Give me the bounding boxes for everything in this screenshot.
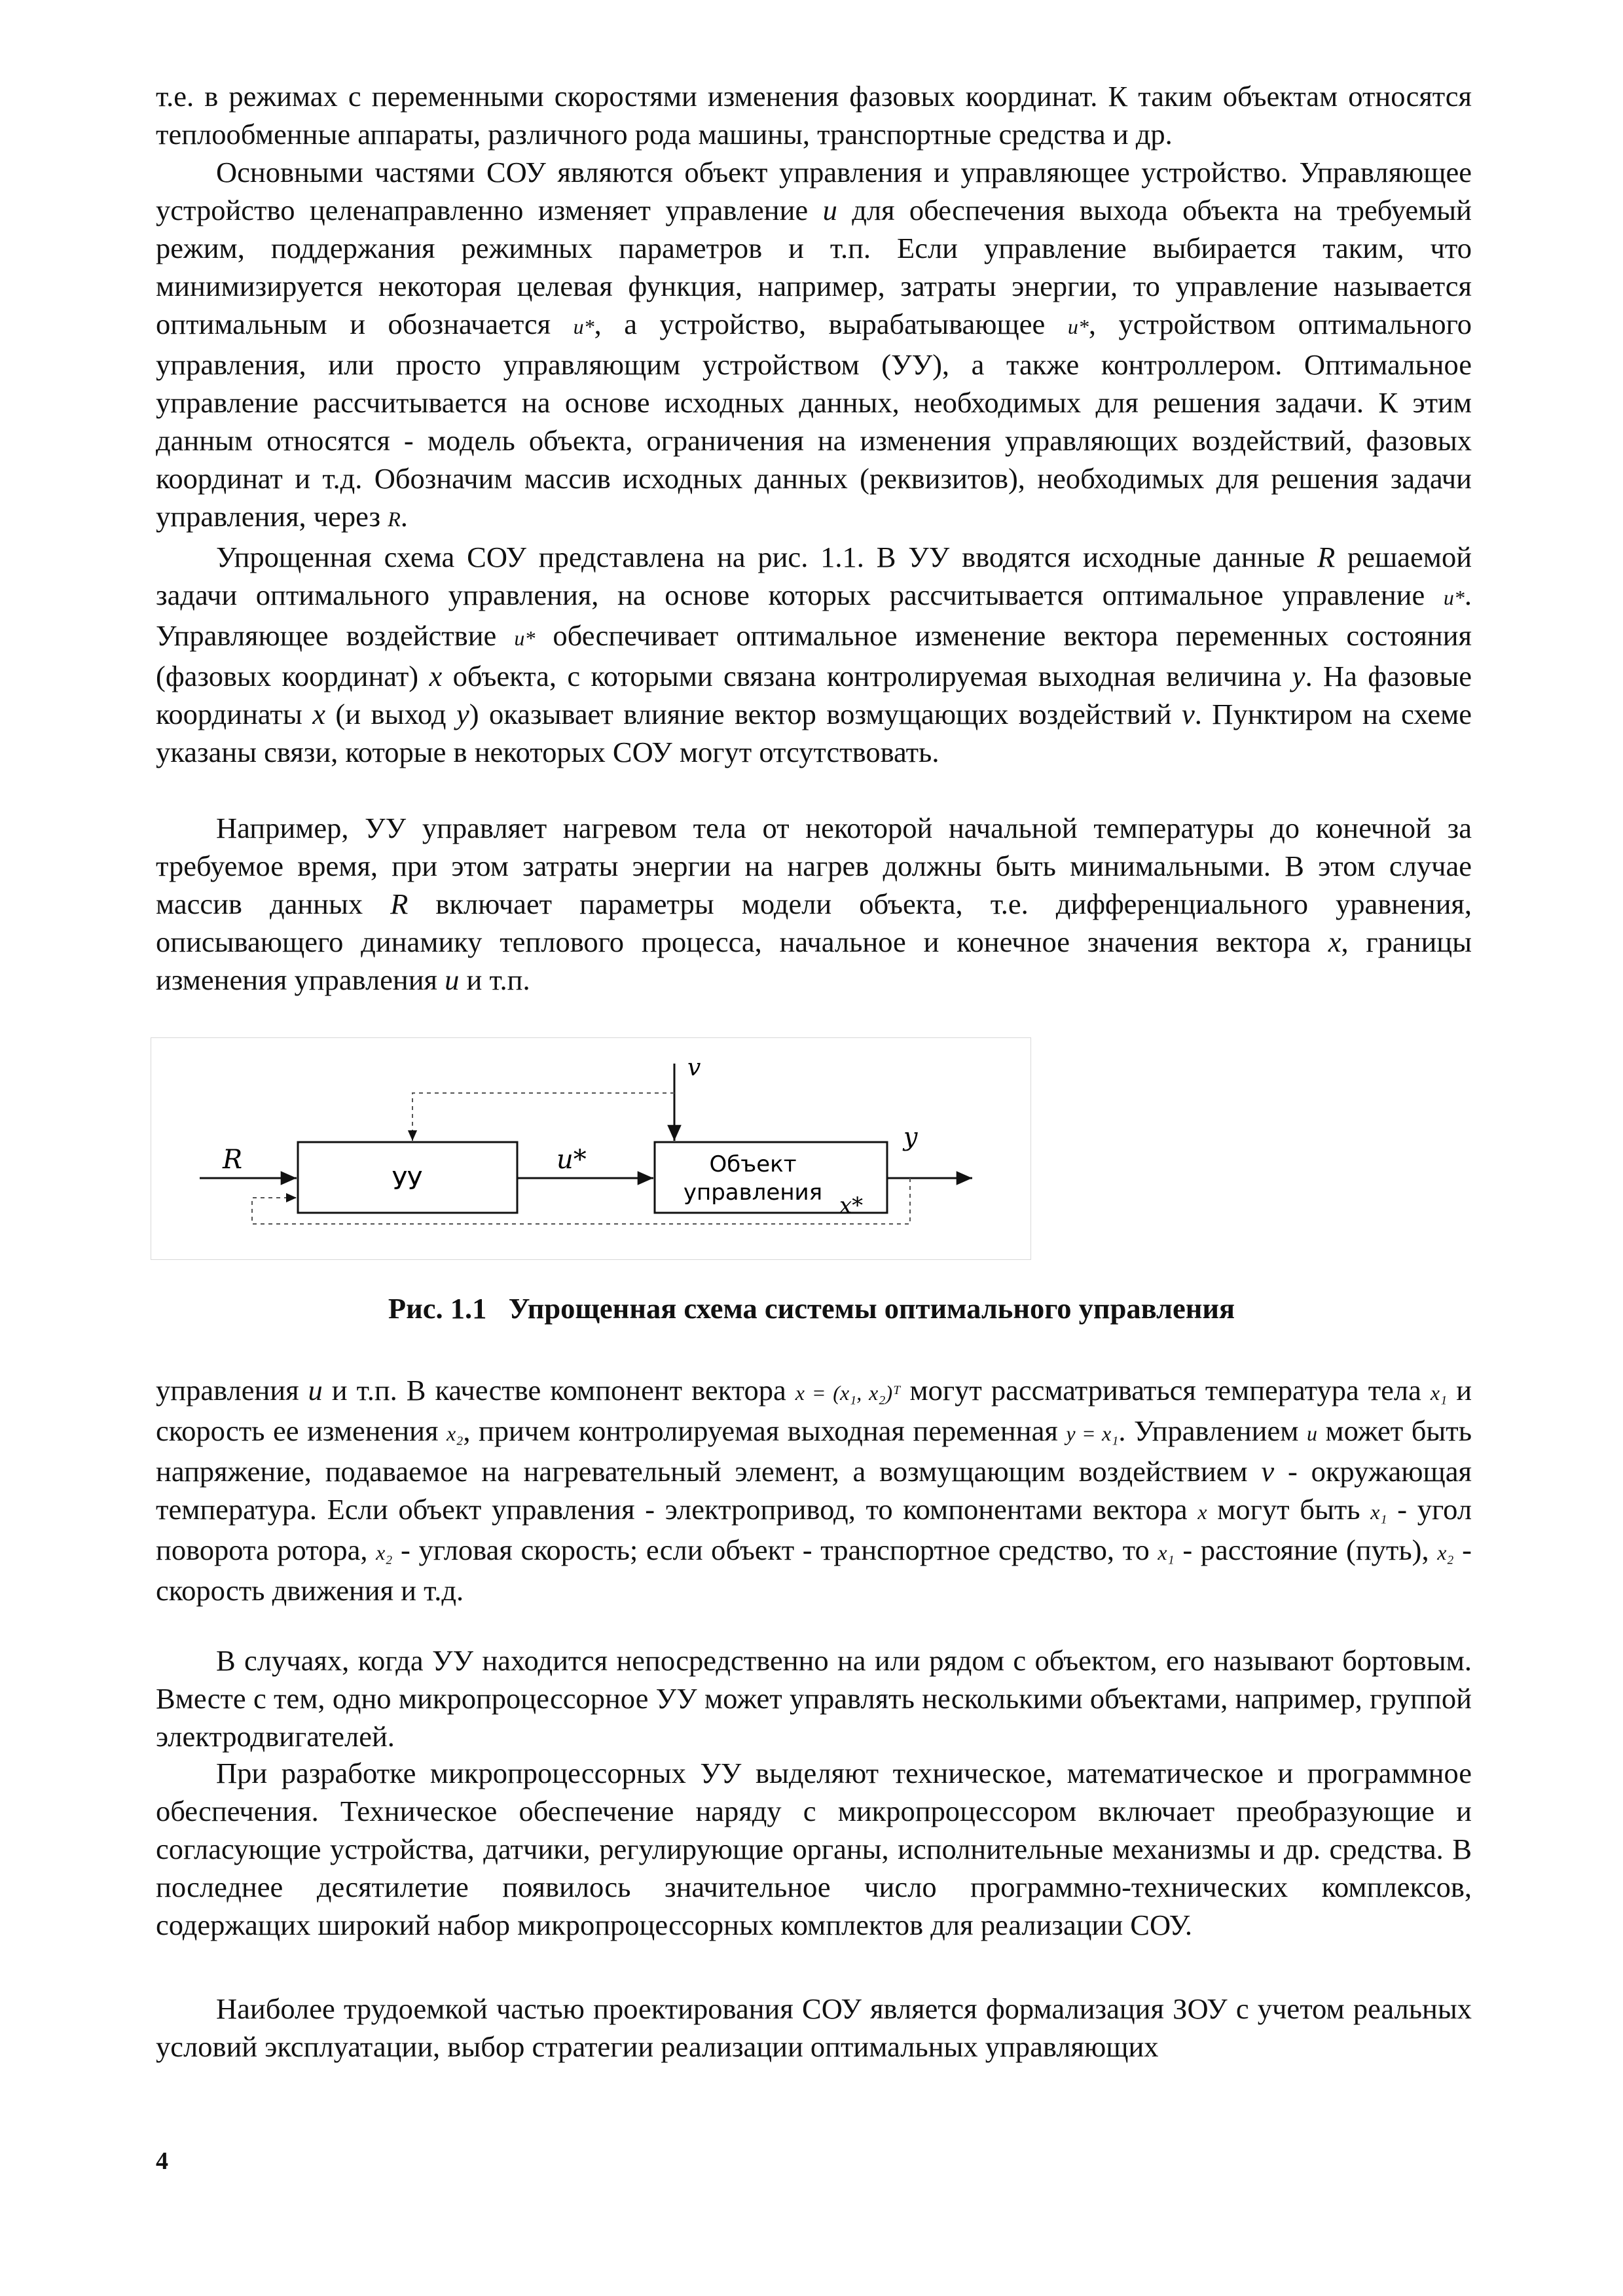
symbol-v: v: [1261, 1455, 1275, 1488]
paragraph-3: [156, 538, 1472, 771]
paragraph-1: т.е. в режимах с переменными скоростями изменения фазовых координат. К таким объектам относятся теплообменные аппараты, различного рода машины, транспортные средства и др.: [156, 80, 1472, 151]
control-system-diagram: [151, 1037, 1031, 1260]
text-run: - угол поворота ротора,: [156, 1493, 1472, 1566]
text-run: , устройством оптимального управления, или просто управляющим устройством (УУ), а также контроллером. Оптимальное управление рассчитывается на основе исходных данных, необходимых для решения задачи. К этим данным относятся - модель объекта, ограничения на изменения управляющих воздействий, фазовых координат и т.д. Обозначим массив исходных данных (реквизитов), необходимых для решения задачи управления, через: [156, 308, 1472, 533]
symbol-u: u: [445, 963, 460, 996]
symbol-u-star: u*: [514, 626, 536, 650]
symbol-u: u: [308, 1374, 323, 1407]
label-controller: УУ: [392, 1166, 423, 1195]
symbol-x: x: [429, 660, 443, 692]
text-run: (и выход: [335, 698, 447, 730]
text-run: , а устройство, вырабатывающее: [594, 308, 1046, 340]
caption-text: Упрощенная схема системы оптимального управления: [508, 1292, 1235, 1325]
text-run: объекта, с которыми связана контролируемая выходная величина: [452, 660, 1282, 692]
label-r: R: [223, 1145, 243, 1175]
paragraph-8: Наиболее трудоемкой частью проектирования СОУ является формализация ЗОУ с учетом реальных условий эксплуатации, выбор стратегии реализации оптимальных управляющих: [156, 1992, 1472, 2063]
text-run: - окружающая температура. Если объект управления - электропривод, то компонентами вектора: [156, 1455, 1472, 1526]
symbol-r: R: [388, 507, 401, 531]
text-run: . Пунктиром на схеме указаны связи, которые в некоторых СОУ могут отсутствовать.: [156, 698, 1472, 768]
label-y: y: [903, 1122, 918, 1151]
symbol-x2: x₂: [446, 1422, 464, 1445]
symbol-x2: x₂: [1437, 1541, 1454, 1564]
paragraph-4: [156, 809, 1472, 999]
symbol-x: x: [312, 698, 325, 730]
symbol-r: R: [390, 888, 409, 920]
symbol-x: x: [1197, 1500, 1207, 1524]
text-run: могут рассматриваться температура тела: [909, 1374, 1421, 1407]
symbol-u-star: u*: [573, 315, 594, 338]
text-run: .: [400, 500, 408, 533]
text-run: и т.п.: [466, 963, 530, 996]
text-run: - расстояние (путь),: [1182, 1534, 1429, 1566]
label-v: v: [687, 1054, 701, 1081]
text-run: . На фазовые координаты: [156, 660, 1472, 730]
label-x-star: x*: [839, 1193, 864, 1219]
text-run: для обеспечения выхода объекта на требуемый режим, поддержания режимных параметров и т.п. Если управление выбирается таким, что минимизируется некоторая целевая функция, например, затраты энергии, то управление называется оптимальным и обозначается: [156, 194, 1472, 340]
page-number: 4: [156, 2147, 168, 2175]
text-run: могут быть: [1217, 1493, 1360, 1526]
paragraph-5: [156, 1371, 1472, 1609]
symbol-u-star: u*: [1443, 586, 1465, 609]
symbol-x2: x₂: [376, 1541, 393, 1564]
symbol-y: y: [1292, 660, 1305, 692]
label-object-line2: управления: [683, 1179, 823, 1206]
figure-caption: [0, 1289, 1623, 1327]
text-run: может быть напряжение, подаваемое на нагревательный элемент, а возмущающим воздействием: [156, 1414, 1472, 1488]
symbol-x: x: [1328, 925, 1341, 958]
text-run: . Управлением: [1118, 1414, 1299, 1447]
text-run: и скорость ее изменения: [156, 1374, 1472, 1447]
text-run: - скорость движения и т.д.: [156, 1534, 1472, 1607]
formula-y: y = x₁: [1066, 1422, 1119, 1445]
symbol-u: u: [1306, 1422, 1317, 1445]
formula-x-vector: x = (x₁, x₂)ᵀ: [795, 1381, 901, 1405]
text-run: , причем контролируемая выходная переменная: [463, 1414, 1058, 1447]
text-run: и т.п. В качестве компонент вектора: [331, 1374, 786, 1407]
text-run: Основными частями СОУ являются объект управления и управляющее устройство. Управляющее устройство целенаправленно изменяет управление: [156, 156, 1472, 226]
text-run: - угловая скорость; если объект - транспортное средство, то: [401, 1534, 1150, 1566]
label-object-line1: Объект: [709, 1151, 797, 1177]
text-run: ) оказывает влияние вектор возмущающих воздействий: [469, 698, 1172, 730]
text-run: решаемой задачи оптимального управления, на основе которых рассчитывается оптимальное управление: [156, 541, 1472, 611]
text-run: обеспечивает оптимальное изменение вектора переменных состояния (фазовых координат): [156, 619, 1472, 692]
label-u-star: u*: [556, 1145, 587, 1175]
paragraph-7: При разработке микропроцессорных УУ выделяют техническое, математическое и программное обеспечения. Техническое обеспечение наряду с микропроцессором включает преобразующие и согласующие устройства, датчики, регулирующие органы, исполнительные механизмы и др. средства. В последнее десятилетие появилось значительное число программно-технических комплексов, содержащих широкий набор микропроцессорных комплектов для реализации СОУ.: [156, 1757, 1472, 1941]
symbol-y: y: [456, 698, 469, 730]
text-run: включает параметры модели объекта, т.е. дифференциального уравнения, описывающего динамику теплового процесса, начальное и конечное значения вектора: [156, 888, 1472, 958]
symbol-r: R: [1317, 541, 1336, 573]
symbol-v: v: [1181, 698, 1195, 730]
text-run: , границы изменения управления: [156, 925, 1472, 996]
symbol-x1: x₁: [1370, 1500, 1387, 1524]
symbol-u: u: [822, 194, 837, 226]
figure-frame: [151, 1037, 1031, 1260]
caption-number: Рис. 1.1: [388, 1292, 487, 1325]
text-run: Упрощенная схема СОУ представлена на рис. 1.1. В УУ вводятся исходные данные: [216, 541, 1305, 573]
text-run: управления: [156, 1374, 299, 1407]
paragraph-2: [156, 153, 1472, 538]
symbol-u-star: u*: [1067, 315, 1089, 338]
text-run: Например, УУ управляет нагревом тела от некоторой начальной температуры до конечной за требуемое время, при этом затраты энергии на нагрев должны быть минимальными. В этом случае массив данных: [156, 812, 1472, 920]
symbol-x1: x₁: [1158, 1541, 1175, 1564]
text-run: . Управляющее воздействие: [156, 579, 1472, 652]
symbol-x1: x₁: [1430, 1381, 1448, 1405]
paragraph-6: В случаях, когда УУ находится непосредственно на или рядом с объектом, его называют бортовым. Вместе с тем, одно микропроцессорное УУ может управлять несколькими объектами, например, группой электродвигателей.: [156, 1644, 1472, 1753]
